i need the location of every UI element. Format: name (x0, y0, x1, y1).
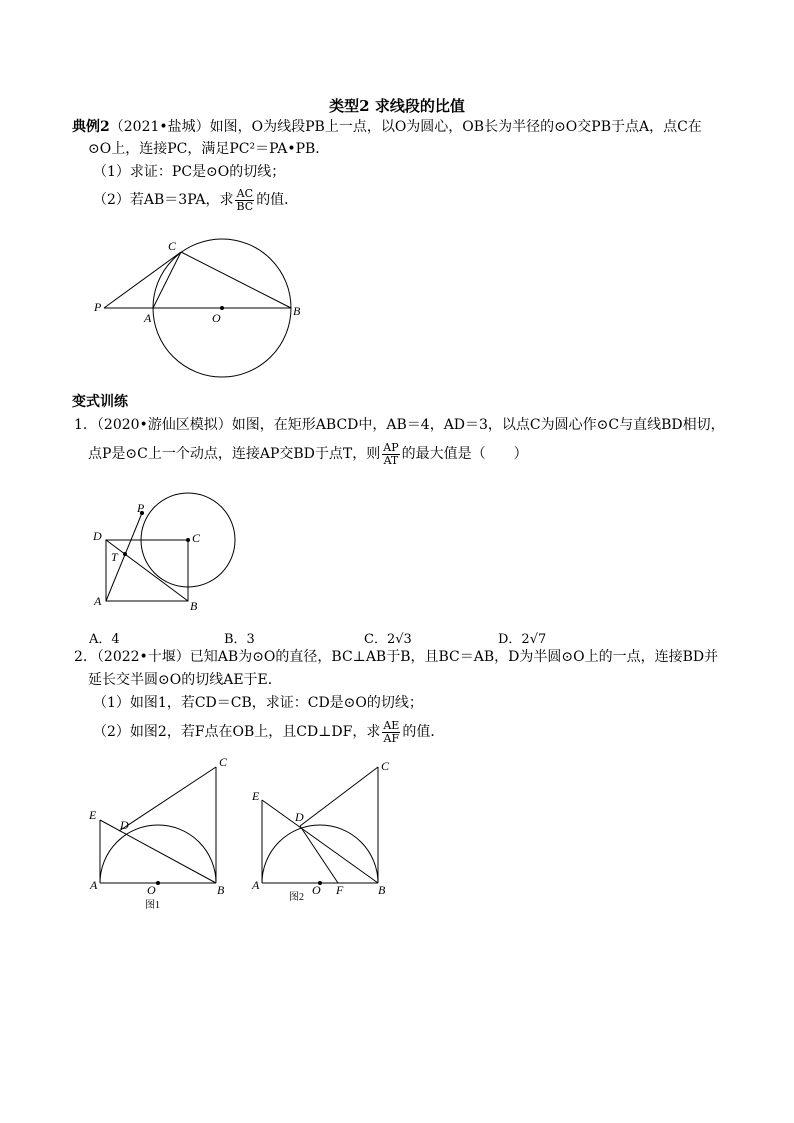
example-line-2: ⊙O上，连接PC，满足PC²＝PA•PB． (88, 141, 330, 157)
section-heading: 变式训练 (72, 394, 128, 410)
fig1-label-a: A (144, 311, 152, 325)
fig3-label-a: A (90, 878, 98, 892)
section-title: 类型2 求线段的比值 (329, 97, 465, 115)
fig2-label-d: D (93, 529, 102, 543)
fraction-denominator: BC (236, 199, 254, 213)
fraction-numerator: AC (236, 186, 254, 200)
problem1-line-1: 1．（2020•游仙区模拟）如图，在矩形ABCD中，AB＝4，AD＝3，以点C为圆心作⊙C与直线BD相切， (74, 417, 725, 433)
fig4-label-a: A (252, 878, 260, 892)
fig4-label-d: D (295, 810, 304, 824)
fig3-label-d: D (120, 818, 129, 832)
option-a: A．4 (89, 632, 120, 647)
fig3-label-b: B (217, 883, 225, 897)
example-label: 典例2 (72, 119, 110, 135)
fig4-label-b: B (378, 883, 386, 897)
problem1-text-pre: 点P是⊙C上一个动点，连接AP交BD于点T，则 (88, 446, 381, 462)
fig4-label-e: E (252, 789, 260, 803)
fig3-label-c: C (219, 755, 228, 769)
problem2-q2-pre: （2）如图2，若F点在OB上，且CD⊥DF，求 (93, 724, 381, 740)
fig2-label-a: A (94, 594, 102, 608)
fig2-label-c: C (192, 531, 201, 545)
example-q2-pre: （2）若AB＝3PA，求 (93, 192, 234, 208)
problem2-q2-post: 的值． (402, 724, 445, 740)
fig4-label-o: O (312, 883, 321, 897)
problem2-question-2 (93, 718, 444, 746)
example-text-1: （2021•盐城）如图，O为线段PB上一点，以O为圆心，OB长为半径的⊙O交PB于点A，点C在 (109, 119, 702, 135)
option-c: C．2√3 (364, 632, 412, 647)
fig2-label-p: P (137, 501, 145, 515)
fraction-ae-af (382, 720, 400, 745)
problem2-line-1: 2．（2022•十堰）已知AB为⊙O的直径，BC⊥AB于B，且BC＝AB，D为半圆⊙O上的一点，连接BD并 (74, 649, 719, 665)
fig4-label-f: F (336, 883, 344, 897)
fig3-label-o: O (147, 883, 156, 897)
problem2-line-2: 延长交半圆⊙O的切线AE于E． (88, 672, 282, 688)
fig4-caption: 图2 (289, 892, 304, 903)
fig2-label-b: B (190, 599, 198, 613)
problem1-text-post: 的最大值是（ ） (401, 446, 528, 462)
fig1-label-b: B (293, 304, 301, 318)
example-question-1: （1）求证：PC是⊙O的切线； (93, 164, 286, 180)
fraction-numerator: AE (383, 718, 400, 732)
fig2-label-t: T (111, 550, 118, 564)
fig1-label-p: P (94, 300, 102, 314)
problem2-question-1: （1）如图1，若CD＝CB，求证：CD是⊙O的切线； (93, 695, 423, 711)
fig1-label-c: C (168, 239, 177, 253)
fraction-numerator: AP (383, 440, 399, 454)
fig1-label-o: O (212, 311, 221, 325)
option-d: D．2√7 (498, 632, 547, 647)
problem1-line-2 (88, 440, 528, 468)
fraction-ap-at (382, 442, 399, 467)
fraction-denominator: AT (383, 453, 399, 467)
fig3-caption: 图1 (145, 900, 160, 911)
option-b: B．3 (224, 632, 255, 647)
fig4-label-c: C (381, 759, 390, 773)
fig3-label-e: E (89, 808, 97, 822)
example-q2-post: 的值． (256, 192, 299, 208)
fraction-denominator: AF (383, 731, 400, 745)
